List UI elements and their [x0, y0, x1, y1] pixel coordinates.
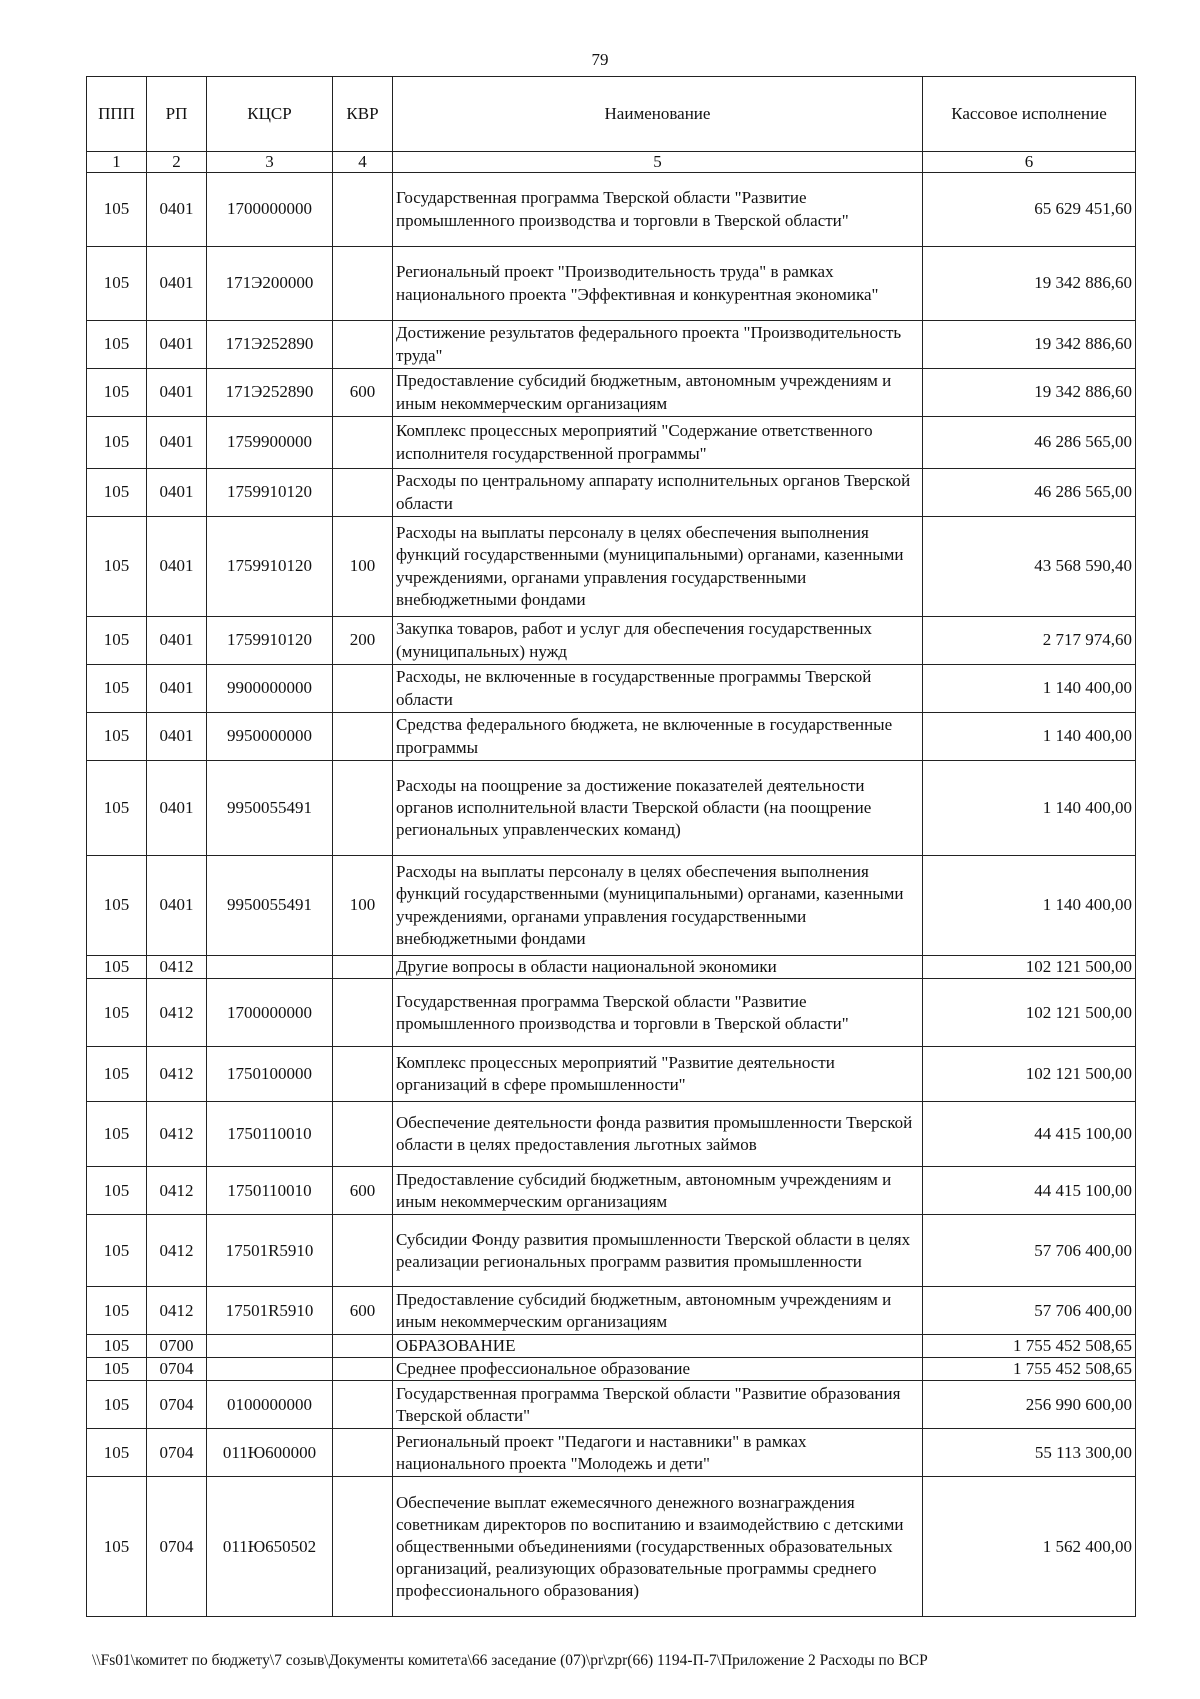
table-body — [87, 173, 1136, 1617]
cell-rp: 0412 — [147, 956, 207, 979]
cell-kvr: 200 — [333, 617, 393, 665]
table-row — [87, 1381, 1136, 1429]
table-row — [87, 1102, 1136, 1167]
cell-rp: 0412 — [147, 1215, 207, 1287]
cell-ppp: 105 — [87, 1358, 147, 1381]
cell-rp: 0401 — [147, 369, 207, 417]
cell-name: Средства федерального бюджета, не включенные в государственные программы — [393, 713, 923, 761]
cell-rp: 0401 — [147, 856, 207, 956]
cell-amount: 57 706 400,00 — [923, 1215, 1136, 1287]
column-number: 4 — [333, 152, 393, 173]
cell-kcsr — [207, 956, 333, 979]
cell-name: Комплекс процессных мероприятий "Развитие деятельности организаций в сфере промышленности" — [393, 1047, 923, 1102]
cell-rp: 0412 — [147, 1047, 207, 1102]
cell-ppp: 105 — [87, 1477, 147, 1617]
cell-amount: 46 286 565,00 — [923, 469, 1136, 517]
cell-kvr — [333, 469, 393, 517]
table-row — [87, 321, 1136, 369]
cell-ppp: 105 — [87, 469, 147, 517]
cell-ppp: 105 — [87, 1335, 147, 1358]
cell-name: Другие вопросы в области национальной экономики — [393, 956, 923, 979]
cell-amount: 46 286 565,00 — [923, 417, 1136, 469]
cell-rp: 0412 — [147, 979, 207, 1047]
header-kcsr: КЦСР — [207, 77, 333, 152]
cell-kcsr: 1759900000 — [207, 417, 333, 469]
cell-amount: 102 121 500,00 — [923, 1047, 1136, 1102]
cell-kcsr: 1700000000 — [207, 979, 333, 1047]
cell-rp: 0401 — [147, 713, 207, 761]
cell-ppp: 105 — [87, 321, 147, 369]
header-amount: Кассовое исполнение — [923, 77, 1136, 152]
table-row — [87, 665, 1136, 713]
header-kvr: КВР — [333, 77, 393, 152]
cell-ppp: 105 — [87, 517, 147, 617]
cell-kvr — [333, 247, 393, 321]
cell-name: Достижение результатов федерального проекта "Производительность труда" — [393, 321, 923, 369]
cell-kvr — [333, 1335, 393, 1358]
cell-amount: 57 706 400,00 — [923, 1287, 1136, 1335]
column-number: 3 — [207, 152, 333, 173]
cell-kvr: 600 — [333, 1167, 393, 1215]
cell-kvr — [333, 665, 393, 713]
cell-rp: 0401 — [147, 173, 207, 247]
column-number: 2 — [147, 152, 207, 173]
cell-ppp: 105 — [87, 665, 147, 713]
cell-ppp: 105 — [87, 761, 147, 856]
cell-amount: 1 140 400,00 — [923, 665, 1136, 713]
table-row — [87, 1358, 1136, 1381]
cell-kvr: 100 — [333, 856, 393, 956]
column-number: 1 — [87, 152, 147, 173]
header-rp: РП — [147, 77, 207, 152]
cell-kvr — [333, 417, 393, 469]
cell-ppp: 105 — [87, 1287, 147, 1335]
table-row — [87, 956, 1136, 979]
cell-ppp: 105 — [87, 417, 147, 469]
header-ppp: ППП — [87, 77, 147, 152]
budget-table — [86, 76, 1136, 1617]
cell-ppp: 105 — [87, 979, 147, 1047]
cell-kvr: 600 — [333, 369, 393, 417]
table-row — [87, 1287, 1136, 1335]
cell-rp: 0704 — [147, 1358, 207, 1381]
cell-amount: 1 140 400,00 — [923, 856, 1136, 956]
cell-rp: 0401 — [147, 247, 207, 321]
cell-name: Расходы на выплаты персоналу в целях обеспечения выполнения функций государственными (муниципальными) органами, казенными учреждениями, органами управления государственными внебюджетными фондами — [393, 517, 923, 617]
cell-name: Предоставление субсидий бюджетным, автономным учреждениям и иным некоммерческим организациям — [393, 369, 923, 417]
cell-kvr — [333, 1047, 393, 1102]
cell-ppp: 105 — [87, 369, 147, 417]
cell-name: Государственная программа Тверской области "Развитие промышленного производства и торговли в Тверской области" — [393, 173, 923, 247]
cell-kcsr: 1700000000 — [207, 173, 333, 247]
table-row — [87, 173, 1136, 247]
cell-amount: 44 415 100,00 — [923, 1167, 1136, 1215]
cell-kcsr: 1750110010 — [207, 1102, 333, 1167]
cell-kcsr — [207, 1335, 333, 1358]
cell-kcsr: 1750110010 — [207, 1167, 333, 1215]
cell-rp: 0704 — [147, 1381, 207, 1429]
cell-kcsr: 9900000000 — [207, 665, 333, 713]
cell-ppp: 105 — [87, 173, 147, 247]
cell-kcsr: 011Ю650502 — [207, 1477, 333, 1617]
cell-kcsr: 171Э200000 — [207, 247, 333, 321]
cell-name: Обеспечение деятельности фонда развития промышленности Тверской области в целях предоставления льготных займов — [393, 1102, 923, 1167]
cell-amount: 2 717 974,60 — [923, 617, 1136, 665]
table-row — [87, 1477, 1136, 1617]
cell-ppp: 105 — [87, 1102, 147, 1167]
cell-name: Региональный проект "Педагоги и наставники" в рамках национального проекта "Молодежь и дети" — [393, 1429, 923, 1477]
cell-amount: 65 629 451,60 — [923, 173, 1136, 247]
cell-name: Расходы, не включенные в государственные программы Тверской области — [393, 665, 923, 713]
cell-amount: 55 113 300,00 — [923, 1429, 1136, 1477]
cell-amount: 44 415 100,00 — [923, 1102, 1136, 1167]
cell-amount: 1 140 400,00 — [923, 761, 1136, 856]
cell-kvr: 100 — [333, 517, 393, 617]
table-row — [87, 1047, 1136, 1102]
cell-name: Субсидии Фонду развития промышленности Тверской области в целях реализации региональных программ развития промышленности — [393, 1215, 923, 1287]
cell-kcsr: 0100000000 — [207, 1381, 333, 1429]
cell-kcsr: 9950000000 — [207, 713, 333, 761]
cell-kcsr: 011Ю600000 — [207, 1429, 333, 1477]
table-row — [87, 369, 1136, 417]
cell-kvr — [333, 979, 393, 1047]
cell-kcsr: 1750100000 — [207, 1047, 333, 1102]
cell-amount: 102 121 500,00 — [923, 956, 1136, 979]
table-row — [87, 761, 1136, 856]
cell-amount: 102 121 500,00 — [923, 979, 1136, 1047]
footer-file-path: \\Fs01\комитет по бюджету\7 созыв\Документы комитета\66 заседание (07)\pr\zpr(66) 1194-П-7\Приложение 2 Расходы по ВСР — [92, 1652, 928, 1669]
cell-ppp: 105 — [87, 247, 147, 321]
cell-ppp: 105 — [87, 1381, 147, 1429]
cell-ppp: 105 — [87, 1429, 147, 1477]
cell-kvr — [333, 1429, 393, 1477]
table-row — [87, 1335, 1136, 1358]
cell-rp: 0700 — [147, 1335, 207, 1358]
header-name: Наименование — [393, 77, 923, 152]
table-row — [87, 469, 1136, 517]
cell-name: ОБРАЗОВАНИЕ — [393, 1335, 923, 1358]
cell-rp: 0704 — [147, 1429, 207, 1477]
cell-kcsr: 1759910120 — [207, 617, 333, 665]
cell-kvr — [333, 1215, 393, 1287]
cell-amount: 19 342 886,60 — [923, 321, 1136, 369]
cell-rp: 0401 — [147, 617, 207, 665]
cell-kvr: 600 — [333, 1287, 393, 1335]
cell-name: Расходы на поощрение за достижение показателей деятельности органов исполнительной власти Тверской области (на поощрение региональных управленческих команд) — [393, 761, 923, 856]
cell-kvr — [333, 1102, 393, 1167]
table-row — [87, 617, 1136, 665]
cell-rp: 0401 — [147, 321, 207, 369]
cell-name: Среднее профессиональное образование — [393, 1358, 923, 1381]
cell-kvr — [333, 713, 393, 761]
cell-amount: 1 755 452 508,65 — [923, 1358, 1136, 1381]
cell-kvr — [333, 173, 393, 247]
cell-name: Расходы на выплаты персоналу в целях обеспечения выполнения функций государственными (муниципальными) органами, казенными учреждениями, органами управления государственными внебюджетными фондами — [393, 856, 923, 956]
cell-rp: 0412 — [147, 1102, 207, 1167]
cell-kcsr — [207, 1358, 333, 1381]
cell-kcsr: 17501R5910 — [207, 1215, 333, 1287]
cell-rp: 0401 — [147, 665, 207, 713]
header-row — [87, 77, 1136, 152]
cell-amount: 1 140 400,00 — [923, 713, 1136, 761]
column-number: 5 — [393, 152, 923, 173]
cell-rp: 0412 — [147, 1167, 207, 1215]
cell-amount: 43 568 590,40 — [923, 517, 1136, 617]
cell-rp: 0401 — [147, 517, 207, 617]
cell-kcsr: 17501R5910 — [207, 1287, 333, 1335]
cell-ppp: 105 — [87, 1047, 147, 1102]
cell-name: Региональный проект "Производительность труда" в рамках национального проекта "Эффективная и конкурентная экономика" — [393, 247, 923, 321]
cell-amount: 256 990 600,00 — [923, 1381, 1136, 1429]
cell-rp: 0401 — [147, 761, 207, 856]
table-row — [87, 713, 1136, 761]
cell-rp: 0401 — [147, 469, 207, 517]
cell-kvr — [333, 761, 393, 856]
cell-ppp: 105 — [87, 1167, 147, 1215]
cell-name: Комплекс процессных мероприятий "Содержание ответственного исполнителя государственной программы" — [393, 417, 923, 469]
cell-kvr — [333, 956, 393, 979]
cell-rp: 0704 — [147, 1477, 207, 1617]
cell-ppp: 105 — [87, 1215, 147, 1287]
cell-amount: 19 342 886,60 — [923, 247, 1136, 321]
cell-kvr — [333, 1477, 393, 1617]
page-number: 79 — [591, 50, 609, 69]
table-row — [87, 979, 1136, 1047]
cell-name: Предоставление субсидий бюджетным, автономным учреждениям и иным некоммерческим организациям — [393, 1167, 923, 1215]
table-row — [87, 517, 1136, 617]
table-row — [87, 247, 1136, 321]
cell-kcsr: 1759910120 — [207, 469, 333, 517]
cell-name: Обеспечение выплат ежемесячного денежного вознаграждения советникам директоров по воспитанию и взаимодействию с детскими общественными объединениями (государственных образовательных организаций, реализующих образовательные программы среднего профессионального образования) — [393, 1477, 923, 1617]
column-number: 6 — [923, 152, 1136, 173]
cell-kcsr: 171Э252890 — [207, 369, 333, 417]
cell-ppp: 105 — [87, 956, 147, 979]
cell-name: Государственная программа Тверской области "Развитие промышленного производства и торговли в Тверской области" — [393, 979, 923, 1047]
cell-ppp: 105 — [87, 856, 147, 956]
cell-kvr — [333, 321, 393, 369]
cell-amount: 1 562 400,00 — [923, 1477, 1136, 1617]
table-row — [87, 856, 1136, 956]
cell-amount: 1 755 452 508,65 — [923, 1335, 1136, 1358]
cell-name: Закупка товаров, работ и услуг для обеспечения государственных (муниципальных) нужд — [393, 617, 923, 665]
cell-kcsr: 1759910120 — [207, 517, 333, 617]
column-number-row — [87, 152, 1136, 173]
cell-kvr — [333, 1358, 393, 1381]
table-row — [87, 1167, 1136, 1215]
cell-kcsr: 9950055491 — [207, 761, 333, 856]
cell-rp: 0401 — [147, 417, 207, 469]
cell-ppp: 105 — [87, 617, 147, 665]
cell-name: Государственная программа Тверской области "Развитие образования Тверской области" — [393, 1381, 923, 1429]
table-row — [87, 1429, 1136, 1477]
cell-name: Расходы по центральному аппарату исполнительных органов Тверской области — [393, 469, 923, 517]
cell-amount: 19 342 886,60 — [923, 369, 1136, 417]
table-row — [87, 417, 1136, 469]
cell-kvr — [333, 1381, 393, 1429]
cell-kcsr: 171Э252890 — [207, 321, 333, 369]
cell-kcsr: 9950055491 — [207, 856, 333, 956]
table-row — [87, 1215, 1136, 1287]
cell-rp: 0412 — [147, 1287, 207, 1335]
cell-ppp: 105 — [87, 713, 147, 761]
cell-name: Предоставление субсидий бюджетным, автономным учреждениям и иным некоммерческим организациям — [393, 1287, 923, 1335]
